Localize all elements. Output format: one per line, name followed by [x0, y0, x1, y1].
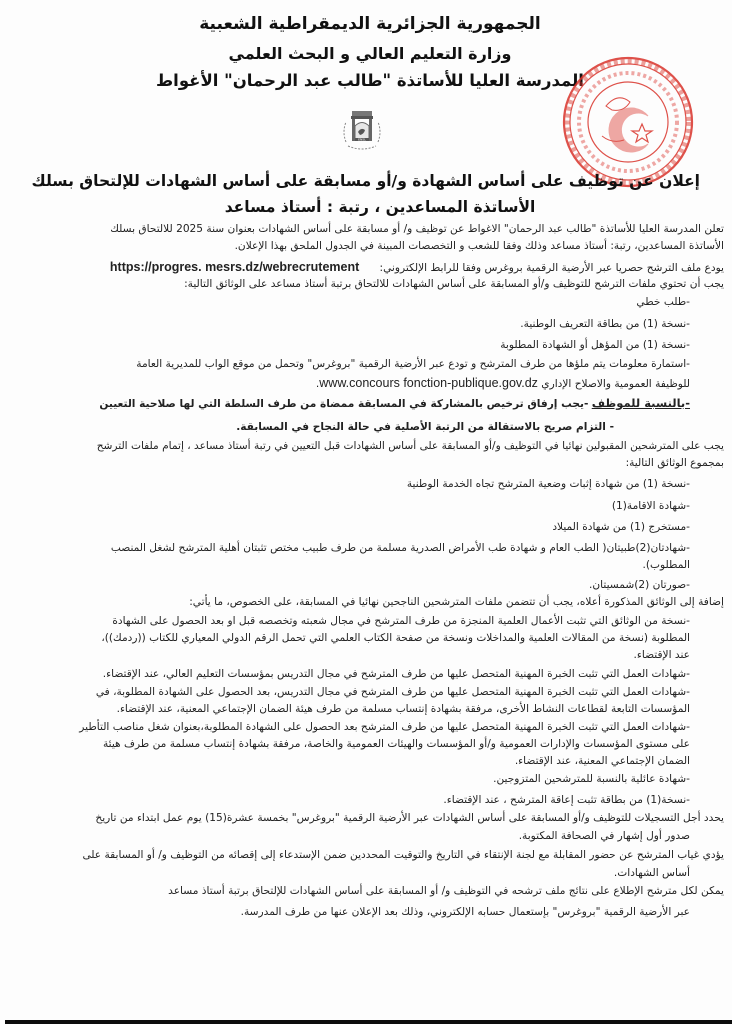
header-school: المدرسة العليا للأساتذة "طالب عبد الرحمان" الأغواط	[156, 71, 584, 90]
results-line2: عبر الأرضية الرقمية "بروغرس" بإستعمال حسابه الإلكتروني، وذلك بعد الإعلان عنها من طرف المدرسة.	[240, 906, 690, 918]
final-document-item: -نسخة (1) من شهادة إثبات وضعية المترشح تجاه الخدمة الوطنية	[406, 478, 690, 490]
submission-line	[110, 260, 724, 275]
period: .	[315, 378, 320, 390]
announcement-title-line1: إعلان عن توظيف على أساس الشهادة و/أو مسابقة على أساس الشهادات للإلتحاق بسلك	[31, 172, 700, 190]
final-document-item: -صورتان (2)شمسيتان.	[589, 579, 690, 591]
additional-line: -شهادة عائلية بالنسبة للمترشحين المتزوجين.	[493, 773, 690, 785]
final-document-item: -شهادتان(2)طبيتان( الطب العام و شهادة طب الأمراض الصدرية مسلمة من طرف طبيب مختص تثبتان أهلية المترشح لشغل المنصب	[110, 542, 690, 554]
additional-line: على مستوى المؤسسات والإدارات العمومية و/أو المؤسسات والهيئات العمومية والخاصة، مرفقة بشهادة إنتساب مسلمة من طرف هيئة	[102, 738, 690, 750]
additional-line: الضمان الإجتماعي المعنية، عند الإقتضاء.	[514, 755, 690, 767]
document-item: -طلب خطي	[636, 296, 690, 308]
intro-line2: الأساتذة المساعدين، رتبة: أستاذ مساعد وذلك وفقا للشعب و التخصصات المبينة في الجدول الملحق بهذا الإعلان.	[234, 240, 724, 252]
deadline-line2: صدور أول إشهار في الصحافة المكتوبة.	[518, 830, 690, 842]
document-item: -نسخة (1) من بطاقة التعريف الوطنية.	[520, 318, 690, 330]
final-document-item: -مستخرج (1) من شهادة الميلاد	[552, 521, 690, 533]
employee-requirement	[99, 396, 690, 411]
additional-line: -نسخة(1) من بطاقة تثبت إعاقة المترشح ، عند الإقتضاء.	[443, 794, 690, 806]
final-document-item-continued: المطلوب).	[642, 559, 690, 571]
additional-line: المؤسسات التابعة لقطاعات النشاط الأخرى، مرفقة بشهادة إنتساب مسلمة من طرف هيئة الضمان الإجتماعي المعنية، عند الإقتضاء.	[116, 703, 690, 715]
requirements-intro: يجب أن تحتوي ملفات الترشح للتوظيف و/أو المسابقة على أساس الشهادات للالتحاق برتبة أستاذ مساعد على الوثائق التالية:	[184, 278, 724, 290]
final-candidates-line1: يجب على المترشحين المقبولين نهائيا في التوظيف و/أو المسابقة على أساس الشهادات قبل التعيين في رتبة أستاذ مساعد ، إتمام ملفات الترشح	[96, 440, 724, 452]
document-item-continued	[316, 376, 690, 391]
submission-text: يودع ملف الترشح حصريا عبر الأرضية الرقمية بروغرس وفقا للرابط الإلكتروني:	[379, 262, 724, 274]
intro-line1: تعلن المدرسة العليا للأساتذة "طالب عبد الرحمان" الاغواط عن توظيف و/ أو مسابقة على أساس الشهادات بعنوان سنة 2025 للالتحاق بسلك	[110, 223, 724, 235]
additional-intro: إضافة إلى الوثائق المذكورة أعلاه، يجب أن تتضمن ملفات المترشحين الناجحين نهائيا في المسابقة، على الخصوص، ما يأتي:	[189, 596, 724, 608]
progres-link[interactable]: https://progres. mesrs.dz/webrecrutement	[109, 260, 360, 274]
employee-label: -بالنسبة للموظف	[591, 396, 690, 410]
additional-line: -شهادات العمل التي تثبت الخبرة المهنية المتحصل عليها من طرف المترشح في مجال التدريس، بعد الحصول على الشهادة المطلوبة، في	[95, 686, 690, 698]
results-line1: يمكن لكل مترشح الإطلاع على نتائج ملف ترشحه في التوظيف و/ أو المسابقة على أساس الشهادات للإلتحاق برتبة أستاذ مساعد	[168, 885, 724, 897]
document-item: -استمارة معلومات يتم ملؤها من طرف المترشح و تودع عبر الأرضية الرقمية "بروغرس" وتحمل من موقع الواب للمديرية العامة	[136, 358, 690, 370]
employee-text: -يجب إرفاق ترخيص بالمشاركة في المسابقة ممضاة من طرف السلطة التي لها صلاحية التعيين	[99, 398, 589, 410]
additional-line: عند الإقتضاء.	[633, 649, 690, 661]
announcement-title-line2: الأساتذة المساعدين ، رتبة : أستاذ مساعد	[224, 198, 536, 216]
header-ministry: وزارة التعليم العالي و البحث العلمي	[228, 44, 512, 63]
absence-line1: يؤدي غياب المترشح عن حضور المقابلة مع لجنة الإنتقاء في التاريخ والتوقيت المحددين ضمن الإستدعاء إلى إقصائه من التوظيف و/ أو المسابقة على	[82, 849, 724, 861]
additional-line: المطلوبة (نسخة من المقالات العلمية والمداخلات ونسخة من صفحة الكتاب العلمي التي تحمل الرقم الدولي المعياري للكتاب ((ردمك))،	[101, 632, 690, 644]
logo-text: ENSL	[358, 137, 366, 142]
additional-line: -نسخة من الوثائق التي تثبت الأعمال العلمية المنجزة من طرف المترشح في مجال شعبته وتخصصه قبل او بعد الحصول على الشهادة	[112, 615, 690, 627]
document-body	[18, 0, 724, 1020]
additional-line: -شهادات العمل التي تثبت الخبرة المهنية المتحصل عليها من طرف المترشح بعد الحصول على الشهادة المطلوبة،بعنوان شغل مناصب التأطير	[79, 721, 690, 733]
final-candidates-line2: بمجموع الوثائق التالية:	[625, 457, 724, 469]
final-document-item: -شهادة الاقامة(1)	[611, 500, 690, 512]
fonction-publique-link[interactable]: www.concours fonction-publique.gov.dz	[319, 376, 538, 390]
employee-commitment: - التزام صريح بالاستقالة من الرتبة الأصلية في حالة النجاح في المسابقة.	[236, 421, 614, 433]
absence-line2: أساس الشهادات.	[613, 867, 690, 879]
additional-line: -شهادات العمل التي تثبت الخبرة المهنية المتحصل عليها من طرف المترشح في مجال التدريس بمؤسسات التعليم العالي، عند الإقتضاء.	[102, 668, 690, 680]
deadline-line1: يحدد أجل التسجيلات للتوظيف و/أو المسابقة على أساس الشهادات عبر الأرضية الرقمية "بروغرس" بخمسة عشرة(15) يوم عمل ابتداء من تاريخ	[95, 812, 724, 824]
header-republic: الجمهورية الجزائرية الديمقراطية الشعبية	[199, 14, 541, 34]
document-item-text: للوظيفة العمومية والاصلاح الإداري	[541, 378, 690, 390]
scan-edge-bar	[5, 1020, 732, 1024]
document-item: -نسخة (1) من المؤهل أو الشهادة المطلوبة	[500, 339, 690, 351]
